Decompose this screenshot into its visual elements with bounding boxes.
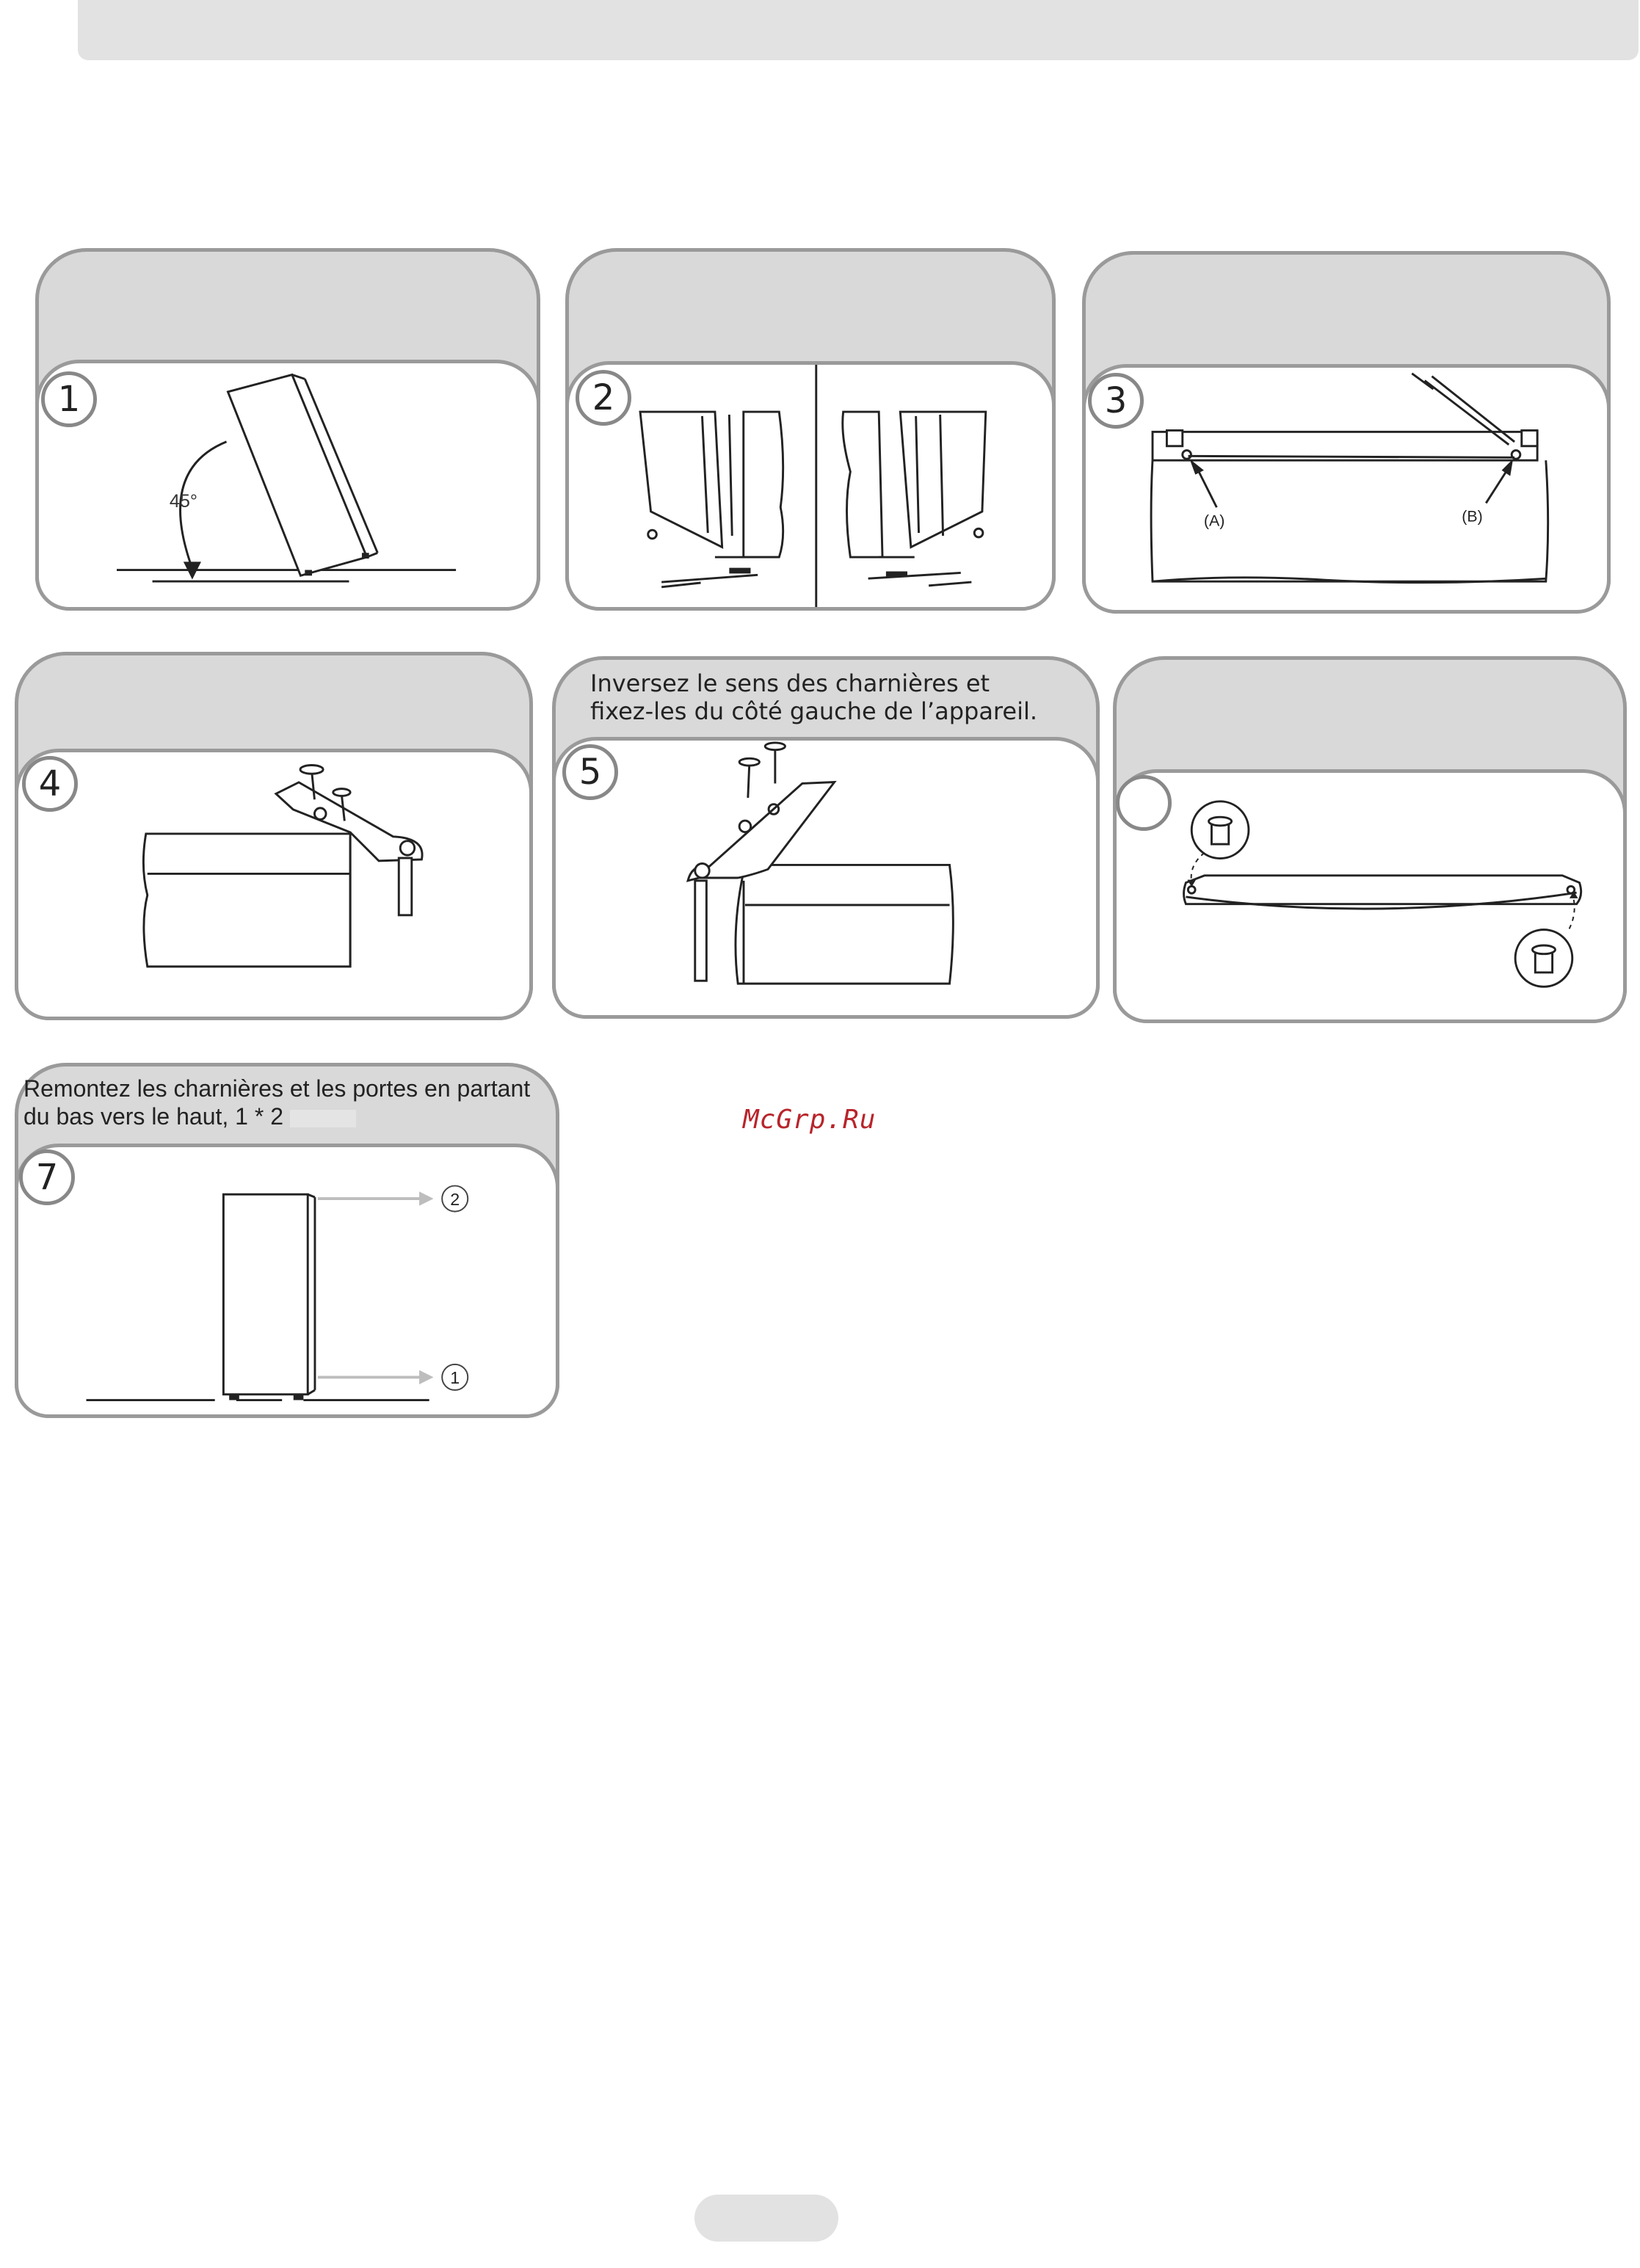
step-6-number [1116, 775, 1172, 831]
watermark: McGrp.Ru [743, 1105, 877, 1135]
step-7-number: 7 [19, 1149, 75, 1205]
step-7-caption-text: du bas vers le haut, 1 * 2 [23, 1103, 283, 1130]
step-3-illustration [1082, 364, 1611, 614]
arrow-label-2: 2 [450, 1189, 460, 1209]
step-5-number: 5 [562, 744, 618, 800]
top-hinge-diagram [1086, 368, 1607, 610]
step-4-illustration [15, 749, 533, 1020]
step-7-illustration [15, 1144, 559, 1418]
step-2-illustration [565, 361, 1056, 611]
hinge-left-mounting-diagram [556, 741, 1096, 1015]
header-bar [78, 0, 1639, 60]
step-5-caption-line-1: Inversez le sens des charnières et [590, 669, 990, 697]
step-4-panel [15, 652, 533, 1020]
door-tilt-diagram [39, 363, 537, 607]
step-5-panel [552, 656, 1100, 1019]
angle-label: 45° [169, 491, 197, 512]
step-1-number: 1 [41, 371, 97, 427]
arrow-label-1: 1 [450, 1368, 460, 1388]
step-7-caption-line-2 [23, 1102, 356, 1130]
step-2-panel [565, 248, 1056, 611]
step-5-caption-line-2: fixez-les du côté gauche de l’appareil. [590, 697, 1038, 725]
step-7-caption-line-1: Remontez les charnières et les portes en partant [23, 1075, 531, 1102]
hinge-label-a: (A) [1203, 512, 1225, 530]
hinge-removal-diagram [569, 365, 1052, 607]
step-3-number: 3 [1088, 373, 1144, 429]
step-4-number: 4 [22, 756, 78, 812]
step-5-illustration [552, 737, 1100, 1019]
step-3-panel [1082, 251, 1611, 614]
page-number-pill [694, 2195, 838, 2242]
hinge-mounting-diagram [18, 752, 529, 1017]
hinge-label-b: (B) [1462, 507, 1483, 526]
step-1-panel [35, 248, 540, 611]
step-1-illustration [35, 360, 540, 611]
hinge-cover-swap-diagram [1117, 773, 1623, 1019]
step-6-panel [1113, 656, 1627, 1023]
reassembly-diagram [18, 1147, 556, 1414]
step-6-illustration [1113, 769, 1627, 1023]
step-2-number: 2 [576, 370, 631, 426]
caption-redacted-block [290, 1110, 356, 1127]
step-7-panel [15, 1063, 559, 1418]
